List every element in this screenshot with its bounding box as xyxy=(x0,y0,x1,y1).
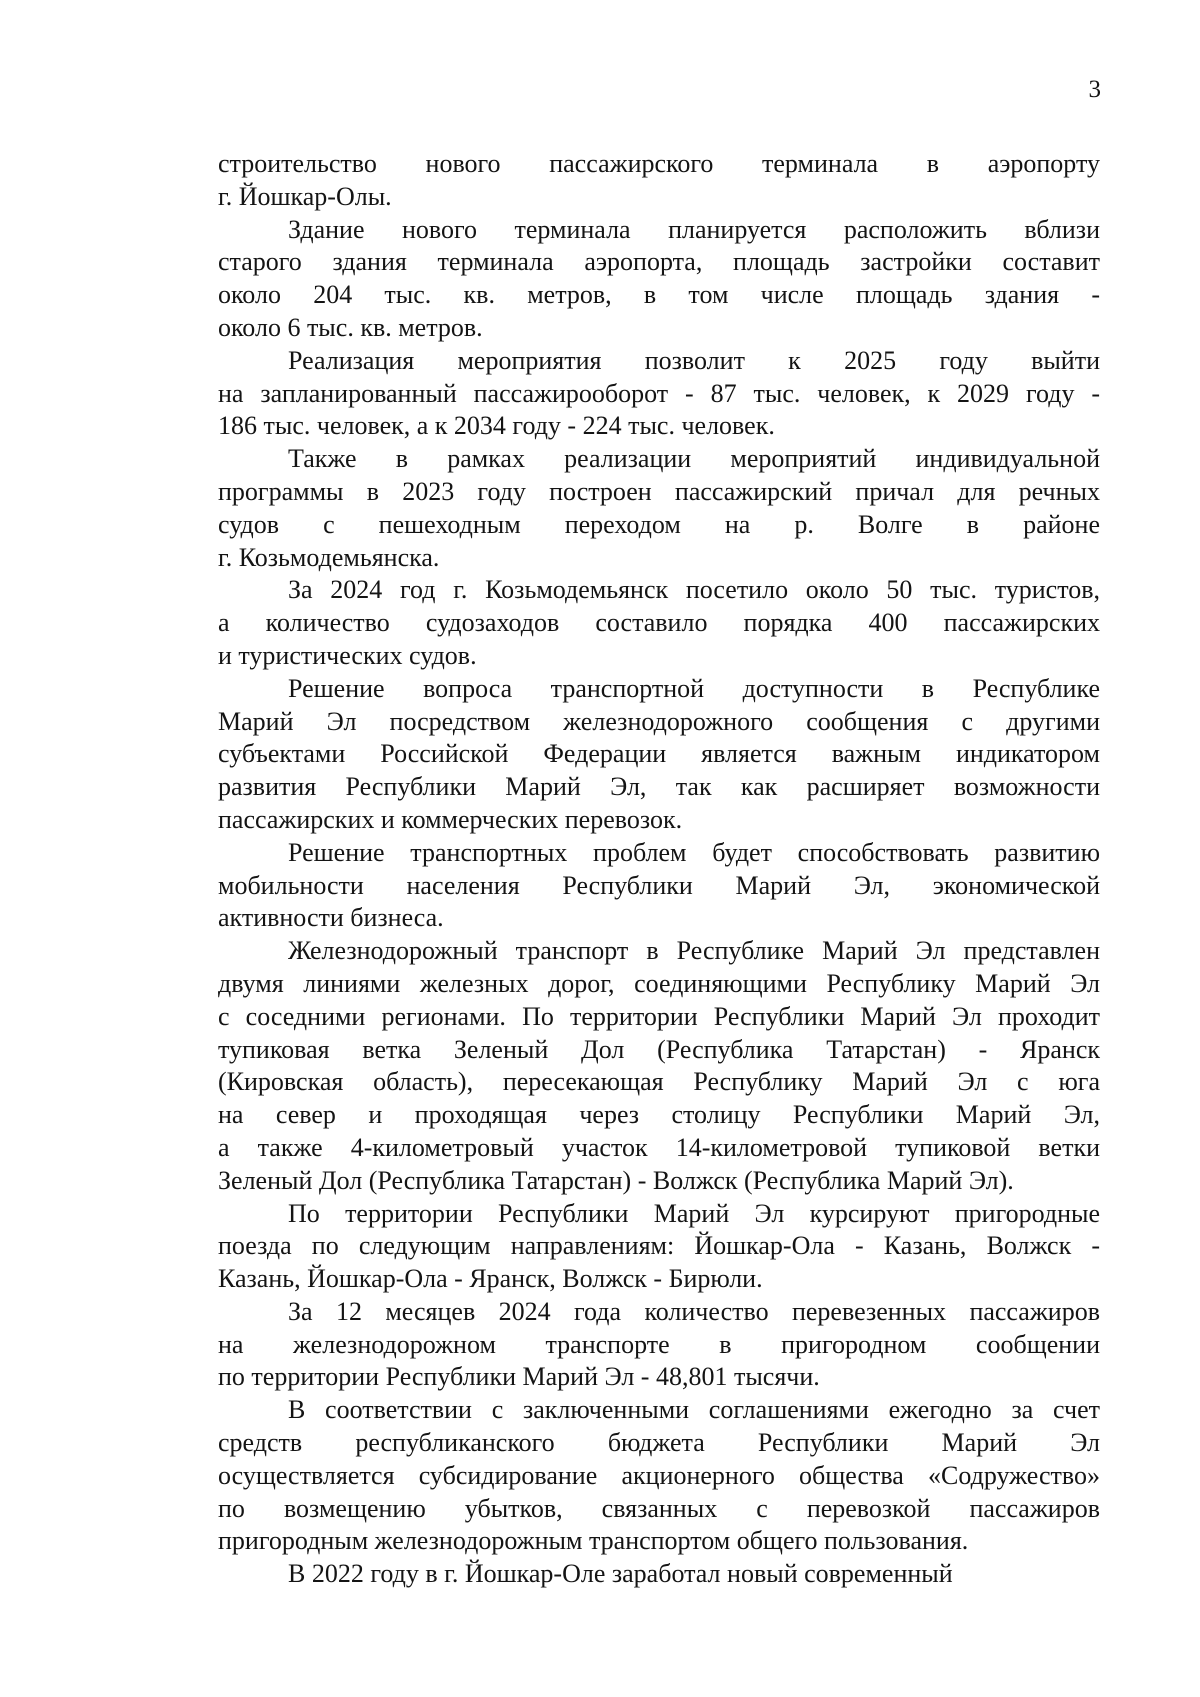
text-line: программы в 2023 году построен пассажирский причал для речных xyxy=(218,476,1100,506)
text-line: на север и проходящая через столицу Республики Марий Эл, xyxy=(218,1100,1100,1130)
text-line: Железнодорожный транспорт в Республике Марий Эл представлен xyxy=(288,936,1100,966)
text-line: Зеленый Дол (Республика Татарстан) - Волжск (Республика Марий Эл). xyxy=(218,1165,1014,1195)
text-line: средств республиканского бюджета Республики Марий Эл xyxy=(218,1428,1100,1458)
text-line: а количество судозаходов составило порядка 400 пассажирских xyxy=(218,608,1100,638)
paragraph xyxy=(218,935,1100,1197)
text-line: по территории Республики Марий Эл - 48,801 тысячи. xyxy=(218,1362,820,1392)
paragraph xyxy=(218,148,1100,214)
text-line: поезда по следующим направлениям: Йошкар-Ола - Казань, Волжск - xyxy=(218,1231,1100,1261)
text-line: Решение вопроса транспортной доступности в Республике xyxy=(288,673,1100,703)
text-line: За 2024 год г. Козьмодемьянск посетило около 50 тыс. туристов, xyxy=(288,575,1100,605)
text-line: В 2022 году в г. Йошкар-Оле заработал новый современный xyxy=(288,1559,953,1589)
paragraph xyxy=(218,1394,1100,1558)
text-line: За 12 месяцев 2024 года количество перевезенных пассажиров xyxy=(288,1296,1100,1326)
text-line: на железнодорожном транспорте в пригородном сообщении xyxy=(218,1329,1100,1359)
text-line: осуществляется субсидирование акционерного общества «Содружество» xyxy=(218,1460,1100,1490)
paragraph xyxy=(218,673,1100,837)
text-line: Марий Эл посредством железнодорожного сообщения с другими xyxy=(218,706,1100,736)
text-line: около 204 тыс. кв. метров, в том числе площадь здания - xyxy=(218,280,1100,310)
text-line: с соседними регионами. По территории Республики Марий Эл проходит xyxy=(218,1001,1100,1031)
text-line: старого здания терминала аэропорта, площадь застройки составит xyxy=(218,247,1100,277)
paragraph xyxy=(218,345,1100,443)
paragraph xyxy=(218,837,1100,935)
paragraph xyxy=(218,214,1100,345)
paragraph xyxy=(218,1198,1100,1296)
text-line: около 6 тыс. кв. метров. xyxy=(218,312,483,342)
text-line: По территории Республики Марий Эл курсируют пригородные xyxy=(288,1198,1100,1228)
text-line: на запланированный пассажирооборот - 87 тыс. человек, к 2029 году - xyxy=(218,378,1100,408)
text-line: и туристических судов. xyxy=(218,640,477,670)
text-line: (Кировская область), пересекающая Республику Марий Эл с юга xyxy=(218,1067,1100,1097)
text-line: г. Йошкар-Олы. xyxy=(218,181,392,211)
paragraph xyxy=(218,574,1100,672)
text-line: пассажирских и коммерческих перевозок. xyxy=(218,804,683,834)
text-line: Здание нового терминала планируется расположить вблизи xyxy=(288,214,1100,244)
text-line: субъектами Российской Федерации является важным индикатором xyxy=(218,739,1100,769)
text-line: В соответствии с заключенными соглашениями ежегодно за счет xyxy=(288,1395,1100,1425)
text-line: развития Республики Марий Эл, так как расширяет возможности xyxy=(218,772,1100,802)
paragraph xyxy=(218,1558,1100,1591)
text-line: мобильности населения Республики Марий Эл, экономической xyxy=(218,870,1100,900)
text-line: Реализация мероприятия позволит к 2025 году выйти xyxy=(288,345,1100,375)
text-line: а также 4-километровый участок 14-километровой тупиковой ветки xyxy=(218,1132,1100,1162)
paragraph xyxy=(218,1296,1100,1394)
paragraph xyxy=(218,443,1100,574)
text-line: тупиковая ветка Зеленый Дол (Республика Татарстан) - Яранск xyxy=(218,1034,1100,1064)
text-line: пригородным железнодорожным транспортом общего пользования. xyxy=(218,1526,969,1556)
text-line: г. Козьмодемьянска. xyxy=(218,542,440,572)
text-line: по возмещению убытков, связанных с перевозкой пассажиров xyxy=(218,1493,1100,1523)
page-number: 3 xyxy=(1088,76,1101,103)
text-line: строительство нового пассажирского терминала в аэропорту xyxy=(218,149,1100,178)
text-line: Казань, Йошкар-Ола - Яранск, Волжск - Бирюли. xyxy=(218,1264,763,1294)
text-line: Также в рамках реализации мероприятий индивидуальной xyxy=(288,444,1100,474)
text-line: двумя линиями железных дорог, соединяющими Республику Марий Эл xyxy=(218,968,1100,998)
text-line: 186 тыс. человек, а к 2034 году - 224 тыс. человек. xyxy=(218,411,775,441)
document-body xyxy=(218,148,1100,1591)
text-line: активности бизнеса. xyxy=(218,903,444,933)
text-line: Решение транспортных проблем будет способствовать развитию xyxy=(288,837,1100,867)
text-line: судов с пешеходным переходом на р. Волге в районе xyxy=(218,509,1100,539)
